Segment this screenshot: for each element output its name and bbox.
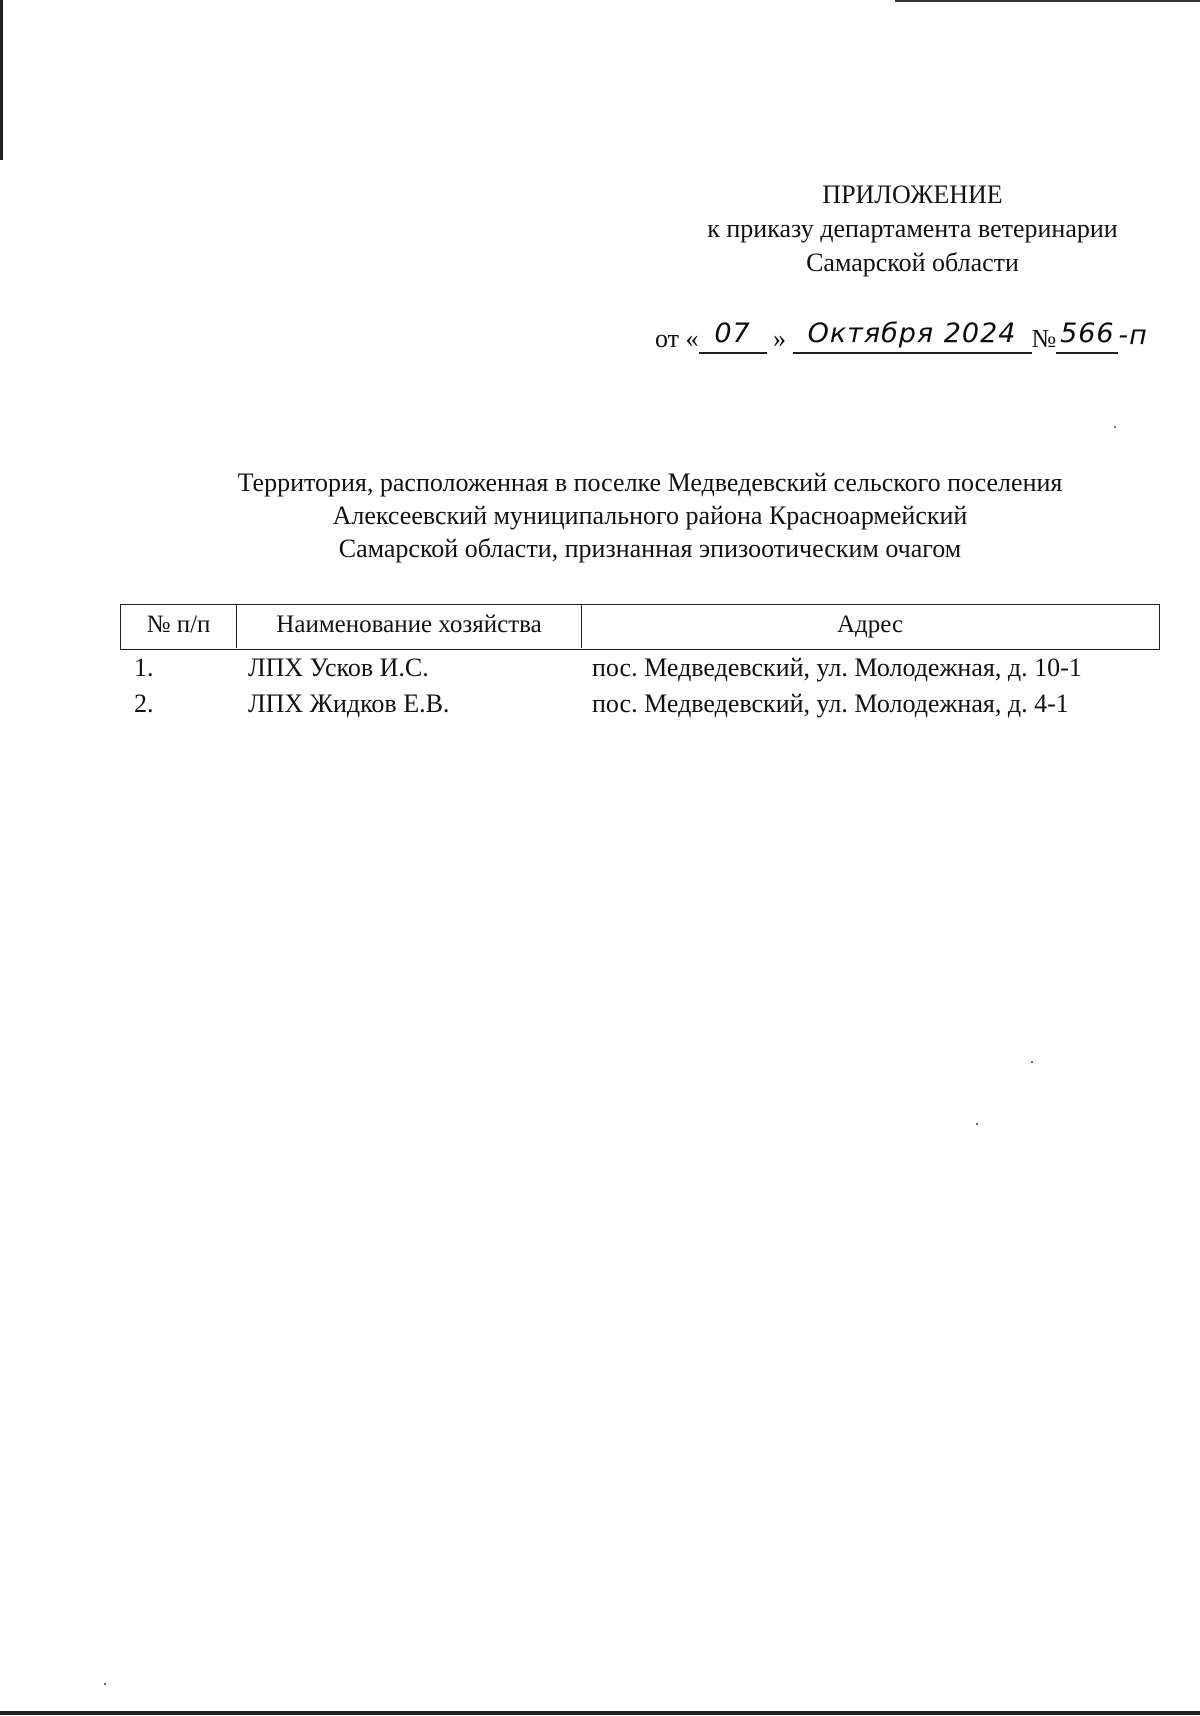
scan-edge-mark (895, 0, 1200, 2)
order-day-handwritten: 07 (699, 316, 767, 354)
farms-table (120, 604, 1160, 722)
scan-speck (104, 1683, 106, 1685)
order-close-quote: » (773, 324, 787, 353)
farm-name: ЛПХ Усков И.С. (248, 653, 429, 682)
heading-line: Самарской области, признанная эпизоотическим очагом (338, 534, 962, 563)
appendix-header (640, 178, 1185, 280)
heading-line: Территория, расположенная в поселке Медведевский сельского поселения (237, 468, 1063, 497)
farm-address: пос. Медведевский, ул. Молодежная, д. 10-1 (592, 653, 1082, 682)
column-header-number: № п/п (121, 605, 237, 648)
farm-address: пос. Медведевский, ул. Молодежная, д. 4-1 (592, 689, 1069, 718)
scan-speck (976, 1123, 978, 1125)
appendix-subtitle-line: Самарской области (806, 248, 1019, 277)
order-number-handwritten: 566 (1056, 316, 1118, 354)
territory-heading (150, 466, 1150, 565)
heading-line: Алексеевский муниципального района Красноармейский (332, 501, 968, 530)
column-header-farm-name: Наименование хозяйства (237, 605, 582, 648)
scan-edge-mark (0, 1711, 1200, 1715)
scan-speck (1114, 426, 1116, 428)
order-number-sign: № (1031, 324, 1057, 353)
order-prefix: от « (655, 324, 699, 353)
order-date-handwritten: Октября 2024 (793, 316, 1032, 354)
row-number: 2. (134, 689, 154, 718)
scan-edge-mark (0, 0, 3, 160)
row-number: 1. (134, 653, 154, 682)
table-row (120, 686, 1160, 722)
order-number-suffix: -п (1118, 320, 1148, 351)
appendix-title: ПРИЛОЖЕНИЕ (822, 180, 1003, 209)
farm-name: ЛПХ Жидков Е.В. (248, 689, 450, 718)
scan-speck (1031, 1061, 1033, 1063)
table-header (120, 604, 1160, 650)
order-reference (655, 316, 1150, 360)
appendix-subtitle-line: к приказу департамента ветеринарии (707, 214, 1118, 243)
table-row (120, 650, 1160, 686)
column-header-address: Адрес (836, 611, 904, 638)
